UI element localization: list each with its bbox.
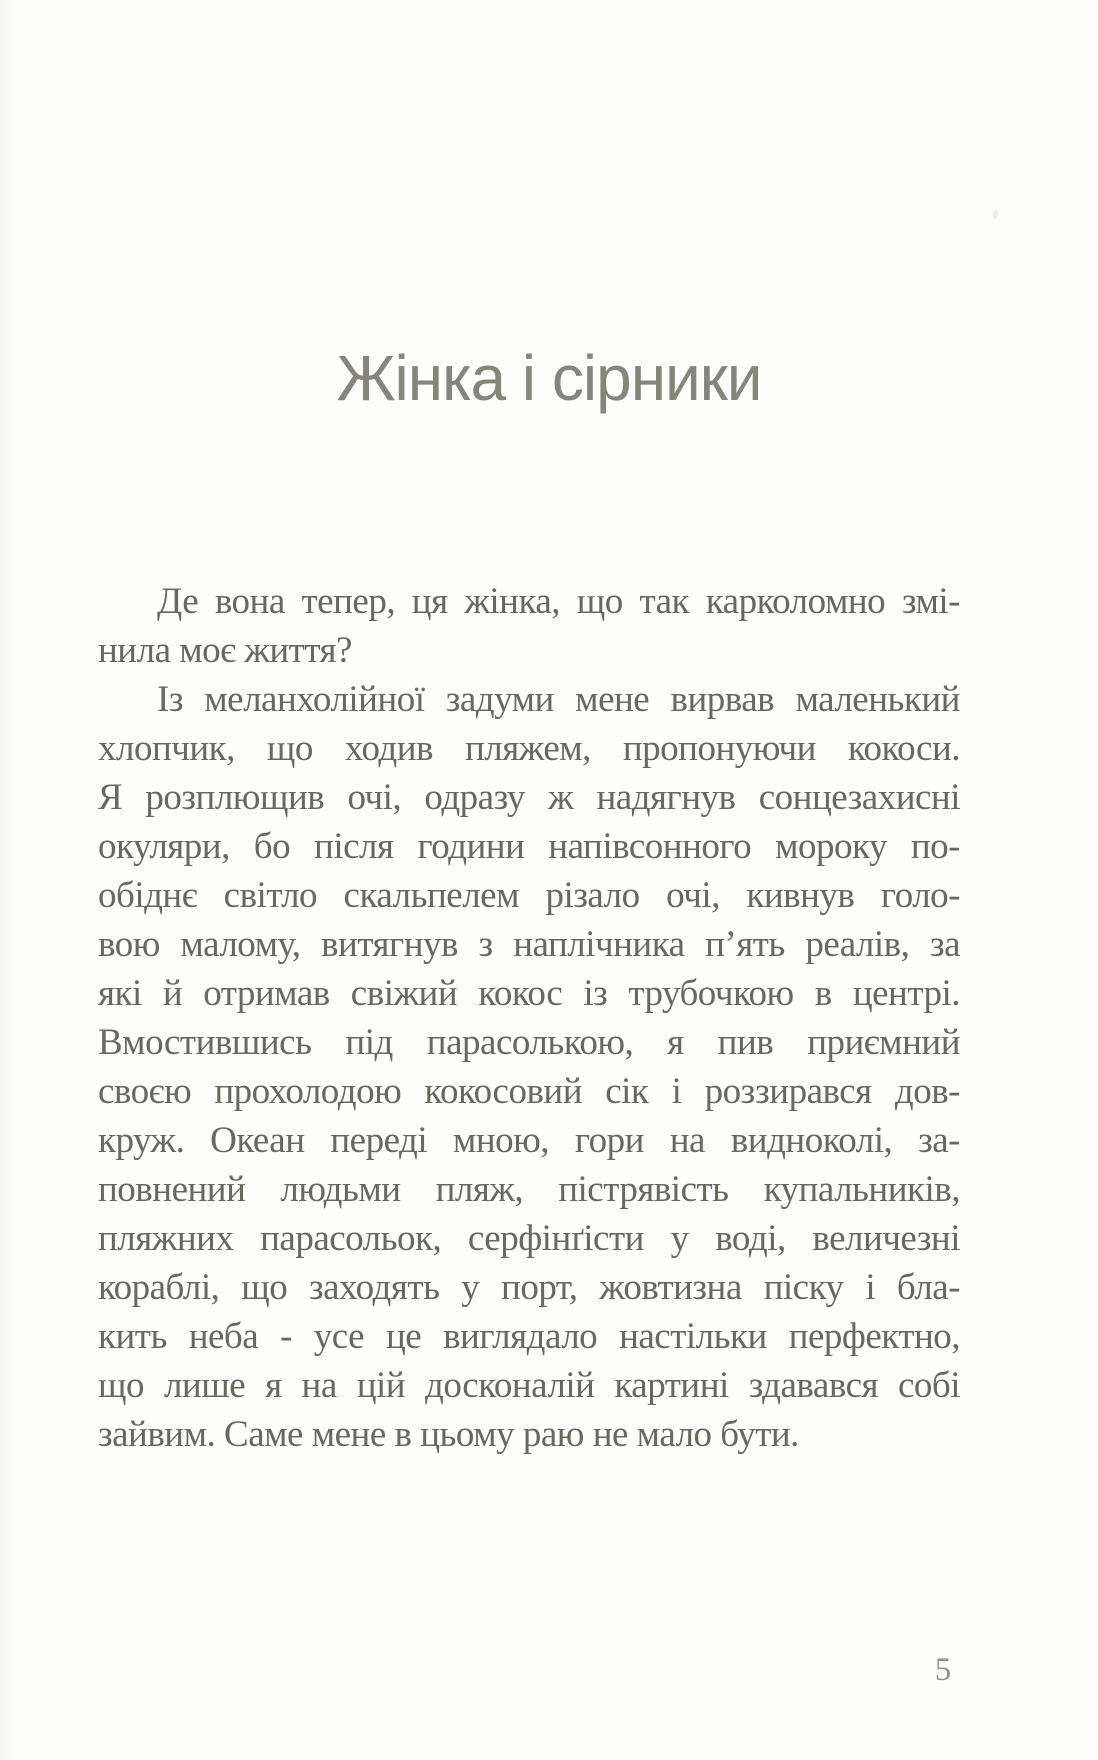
text-line: кить неба - усе це виглядало настільки перфектно, [98,1316,960,1357]
text-line: своєю прохолодою кокосовий сік і роззирався дов- [98,1071,960,1112]
text-line: круж. Океан переді мною, гори на видноколі, за- [98,1120,960,1161]
scan-artifact [993,210,998,219]
text-line: що лише я на цій досконалій картині здавався собі [98,1365,960,1406]
text-line: зайвим. Саме мене в цьому раю не мало бути. [98,1414,799,1455]
chapter-title: Жінка і сірники [336,342,762,414]
text-line: які й отримав свіжий кокос із трубочкою в центрі. [98,973,960,1014]
text-line: Я розплющив очі, одразу ж надягнув сонцезахисні [98,777,960,818]
text-line: обіднє світло скальпелем різало очі, кивнув голо- [98,875,960,916]
text-line: пляжних парасольок, серфінґісти у воді, величезні [98,1218,960,1259]
text-line: нила моє життя? [98,630,352,671]
text-line: Із меланхолійної задуми мене вирвав маленький [157,679,960,720]
text-line: Вмостившись під парасолькою, я пив приємний [98,1022,960,1063]
text-line: кораблі, що заходять у порт, жовтизна піску і бла- [98,1267,960,1308]
text-line: Де вона тепер, ця жінка, що так карколомно змі- [157,581,960,622]
text-line: окуляри, бо після години напівсонного мороку по- [98,826,960,867]
page-number: 5 [934,1652,952,1688]
text-line: повнений людьми пляж, пістрявість купальників, [98,1169,960,1210]
body-text [98,577,960,1459]
text-line: вою малому, витягнув з наплічника п’ять реалів, за [98,924,960,965]
text-line: хлопчик, що ходив пляжем, пропонуючи кокоси. [98,728,960,769]
